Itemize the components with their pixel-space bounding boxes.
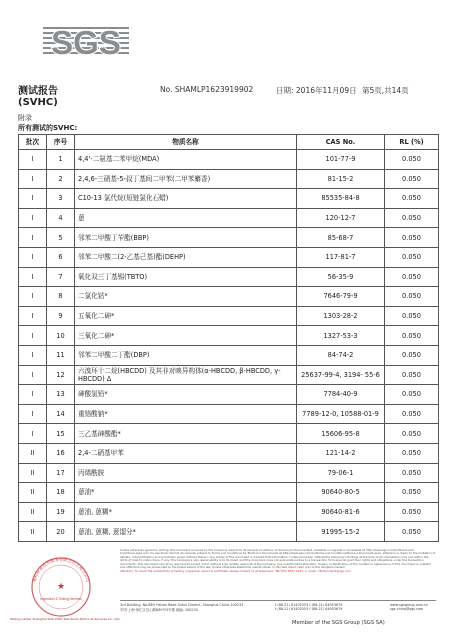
footer-divider [120, 600, 436, 601]
cell-cas: 101-77-9 [297, 150, 385, 170]
svg-text:通标标准技术服务有限公司上海分公司 [31, 556, 92, 583]
cell-number: 5 [47, 228, 75, 248]
cell-cas: 90640-81-6 [297, 502, 385, 522]
logo-text: SGS [51, 24, 121, 60]
cell-batch: II [19, 443, 47, 463]
cell-cas: 56-35-9 [297, 267, 385, 287]
cell-cas: 15606-95-8 [297, 424, 385, 444]
cell-rl: 0.050 [385, 228, 439, 248]
cell-batch: I [19, 365, 47, 385]
table-row [19, 345, 439, 365]
cell-number: 14 [47, 404, 75, 424]
cell-cas: 7646-79-9 [297, 287, 385, 307]
cell-substance: 五氧化二砷* [75, 306, 297, 326]
cell-rl: 0.050 [385, 404, 439, 424]
cell-rl: 0.050 [385, 150, 439, 170]
email-link[interactable]: sgs.china@sgs.com [390, 607, 424, 611]
table-row [19, 385, 439, 405]
cell-number: 8 [47, 287, 75, 307]
cell-batch: I [19, 404, 47, 424]
cell-rl: 0.050 [385, 522, 439, 542]
cell-cas: 1327-53-3 [297, 326, 385, 346]
cell-batch: I [19, 287, 47, 307]
cell-batch: I [19, 189, 47, 209]
disclaimer-text: Unless otherwise agreed in writing, this document is issued by the Company subject to its General Conditions of Service printed overleaf, available on request or accessible at http://www.sgs.com/en/Terms-and-Conditions.aspx and, for electronic format documents, subject to Terms and Conditions for Electronic Documents at http://www.sgs.com/en/Terms-and-Conditions/Terms-e-Document.aspx. Attention is drawn to the limitation of liability, indemnification and jurisdiction issues defined therein. Any holder of this document is advised that information contained hereon reflects the Company's findings at the time of its intervention only and within the limits of Client's instructions, if any. The Company's sole responsibility is to its Client and this document does not exonerate parties to a transaction from exercising all their rights and obligations under the transaction documents. This document cannot be reproduced except in full, without prior written approval of the Company. Any unauthorized alteration, forgery or falsification of the content or appearance of this document is unlawful and offenders may be prosecuted to the fullest extent of the law. Unless otherwise stated the results shown in this test report refer only to the sample(s) tested. [120, 548, 436, 570]
table-row [19, 208, 439, 228]
cell-batch: I [19, 424, 47, 444]
cell-cas: 91995-15-2 [297, 522, 385, 542]
cell-number: 10 [47, 326, 75, 346]
cell-batch: I [19, 169, 47, 189]
cell-substance: 丙烯酰胺 [75, 463, 297, 483]
cell-substance: 邻苯二甲酸二丁酯(DBP) [75, 345, 297, 365]
cell-number: 7 [47, 267, 75, 287]
table-row [19, 522, 439, 542]
cell-rl: 0.050 [385, 247, 439, 267]
cell-rl: 0.050 [385, 208, 439, 228]
cell-cas: 120-12-7 [297, 208, 385, 228]
cell-substance: 重铬酸钠* [75, 404, 297, 424]
cell-rl: 0.050 [385, 287, 439, 307]
svhc-table [18, 134, 439, 542]
contact-block [390, 603, 428, 611]
cell-rl: 0.050 [385, 169, 439, 189]
cell-batch: I [19, 228, 47, 248]
cell-substance: 邻苯二甲酸二(2-乙基己基)酯(DEHP) [75, 247, 297, 267]
cell-cas: 79-06-1 [297, 463, 385, 483]
table-row [19, 169, 439, 189]
header-cas: CAS No. [297, 135, 385, 150]
header-batch: 批次 [19, 135, 47, 150]
table-row [19, 483, 439, 503]
cell-substance: 蒽油, 蒽糊, 蒽馏分* [75, 522, 297, 542]
cell-substance: 三氧化二砷* [75, 326, 297, 346]
cell-substance: C10-13 氯代烷(短链氯化石蜡) [75, 189, 297, 209]
cell-cas: 85-68-7 [297, 228, 385, 248]
seal-star-icon: ★ [56, 582, 66, 592]
cell-number: 2 [47, 169, 75, 189]
cell-substance: 蒽 [75, 208, 297, 228]
cell-rl: 0.050 [385, 424, 439, 444]
cell-cas: 25637-99-4, 3194- 55-6 [297, 365, 385, 385]
cell-cas: 85535-84-8 [297, 189, 385, 209]
member-note: Member of the SGS Group (SGS SA) [292, 620, 385, 626]
cell-substance: 三乙基砷酸酯* [75, 424, 297, 444]
table-row [19, 424, 439, 444]
address-block [120, 603, 243, 612]
cell-rl: 0.050 [385, 365, 439, 385]
phone-cn: t (86-21) 61402553 f (86-21) 64953679 [275, 607, 343, 611]
cell-substance: 六溴环十二烷(HBCDD) 及其非对映异构体(α-HBCDD, β-HBCDD, γ-HBCDD) Δ [75, 365, 297, 385]
header-number: 序号 [47, 135, 75, 150]
cell-batch: I [19, 267, 47, 287]
cell-rl: 0.050 [385, 463, 439, 483]
cell-cas: 1303-28-2 [297, 306, 385, 326]
cell-number: 17 [47, 463, 75, 483]
cell-number: 9 [47, 306, 75, 326]
table-row [19, 463, 439, 483]
cell-substance: 4,4'-二氨基二苯甲烷(MDA) [75, 150, 297, 170]
website-link[interactable]: www.sgsgroup.com.cn [390, 603, 429, 607]
cell-number: 20 [47, 522, 75, 542]
address-cn: 中国·上海·徐汇区宜山路889号3号楼 邮编: 200233 [120, 608, 198, 612]
sgs-logo [43, 24, 129, 60]
cell-substance: 蒽油* [75, 483, 297, 503]
cell-rl: 0.050 [385, 345, 439, 365]
cell-cas: 84-74-2 [297, 345, 385, 365]
cell-rl: 0.050 [385, 267, 439, 287]
report-number: No. SHAMLP1623919902 [160, 85, 254, 94]
cell-rl: 0.050 [385, 326, 439, 346]
cell-rl: 0.050 [385, 306, 439, 326]
phone-en: t (86-21) 61402553 f (86-21) 64953679 [275, 603, 343, 607]
disclaimer [120, 549, 436, 574]
cell-number: 19 [47, 502, 75, 522]
report-date: 日期: 2016年11月09日 [276, 86, 357, 95]
cell-number: 15 [47, 424, 75, 444]
cell-cas: 7789-12-0, 10588-01-9 [297, 404, 385, 424]
report-title: 测试报告 [18, 86, 58, 97]
cell-batch: I [19, 306, 47, 326]
cell-number: 6 [47, 247, 75, 267]
phone-block [275, 603, 342, 611]
seal-text: 通标标准技术服务有限公司上海分公司 [31, 557, 91, 583]
cell-rl: 0.050 [385, 189, 439, 209]
cell-batch: I [19, 150, 47, 170]
page-number: 第5页,共14页 [362, 86, 409, 95]
table-body [19, 150, 439, 542]
table-row [19, 306, 439, 326]
cell-substance: 邻苯二甲酸丁苄酯(BBP) [75, 228, 297, 248]
cell-batch: I [19, 208, 47, 228]
cell-number: 1 [47, 150, 75, 170]
cell-substance: 2,4-二硝基甲苯 [75, 443, 297, 463]
cell-batch: I [19, 345, 47, 365]
table-row [19, 267, 439, 287]
cell-batch: I [19, 247, 47, 267]
cell-batch: II [19, 463, 47, 483]
cell-cas: 7784-40-9 [297, 385, 385, 405]
cell-substance: 2,4,6-三硝基-5-叔丁基间二甲苯(二甲苯麝香) [75, 169, 297, 189]
cell-substance: 二氯化钴* [75, 287, 297, 307]
table-row [19, 365, 439, 385]
cell-substance: 蒽油, 蒽糊* [75, 502, 297, 522]
cell-rl: 0.050 [385, 502, 439, 522]
cell-cas: 81-15-2 [297, 169, 385, 189]
cell-number: 18 [47, 483, 75, 503]
table-row [19, 404, 439, 424]
header-substance: 物质名称 [75, 135, 297, 150]
table-row [19, 228, 439, 248]
table-header-row [19, 135, 439, 150]
cell-substance: 氧化双三丁基锡(TBTO) [75, 267, 297, 287]
cell-batch: II [19, 522, 47, 542]
cell-rl: 0.050 [385, 483, 439, 503]
cell-cas: 121-14-2 [297, 443, 385, 463]
table-row [19, 443, 439, 463]
cell-batch: I [19, 326, 47, 346]
cell-rl: 0.050 [385, 443, 439, 463]
address-en: 3rd Building, No.889 Yishan Road Xuhui District, Shanghai China 200233 [120, 603, 244, 607]
company-seal [22, 556, 100, 618]
cell-number: 4 [47, 208, 75, 228]
cell-batch: II [19, 483, 47, 503]
cell-number: 3 [47, 189, 75, 209]
table-row [19, 502, 439, 522]
appendix-label: 附录 [18, 114, 32, 122]
cell-number: 16 [47, 443, 75, 463]
table-row [19, 247, 439, 267]
report-subtitle: (SVHC) [18, 97, 58, 108]
section-label: 所有测试的SVHC: [18, 124, 78, 132]
cell-substance: 砷酸氢铅* [75, 385, 297, 405]
cell-cas: 117-81-7 [297, 247, 385, 267]
table-row [19, 150, 439, 170]
header-rl: RL (%) [385, 135, 439, 150]
cell-number: 12 [47, 365, 75, 385]
cell-batch: I [19, 385, 47, 405]
authenticity-note: Attention: To check the authenticity of testing /inspection report & certificate, please contact us at telephone: (86-755) 8307 1443, or email: CN.Doccheck@sgs.com [120, 569, 351, 574]
cell-number: 11 [47, 345, 75, 365]
table-row [19, 287, 439, 307]
table-row [19, 189, 439, 209]
table-row [19, 326, 439, 346]
cell-rl: 0.050 [385, 385, 439, 405]
seal-caption: Testing Center Shanghai SGS-CSTC Standards Technical Services Co., Ltd. [10, 617, 121, 621]
seal-label: Inspection & Testing Services [40, 597, 82, 601]
cell-cas: 90640-80-5 [297, 483, 385, 503]
cell-batch: II [19, 502, 47, 522]
cell-number: 13 [47, 385, 75, 405]
